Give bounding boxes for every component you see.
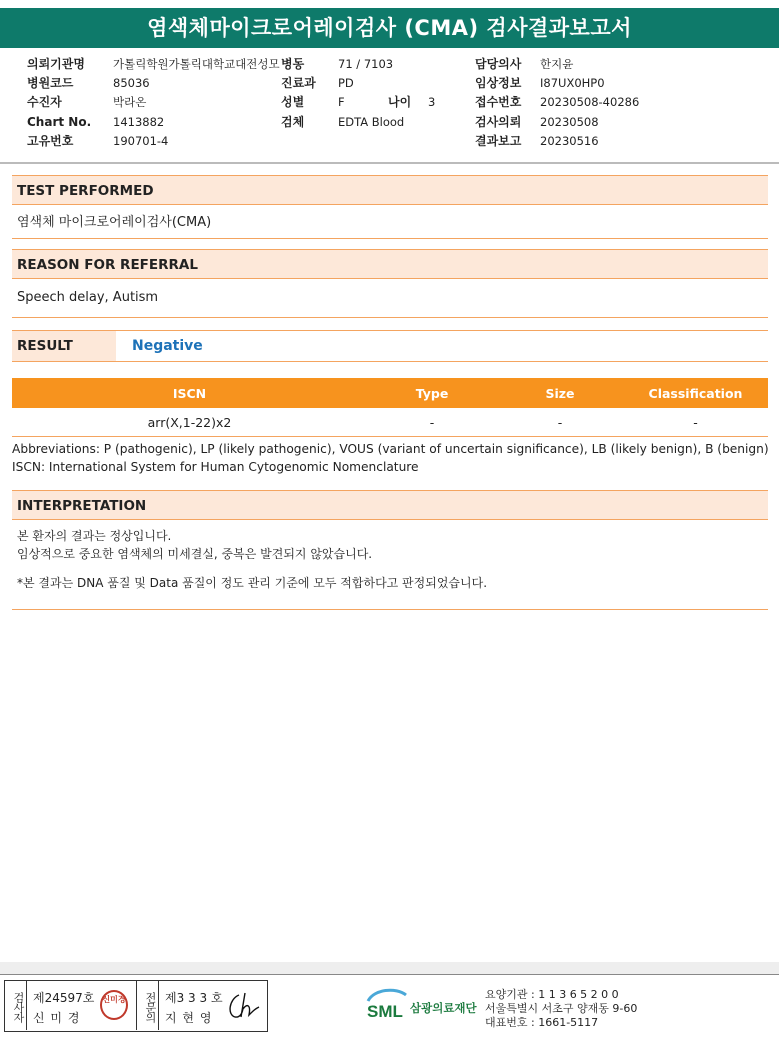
tester-seal-stamp: 신미경 bbox=[100, 990, 128, 1020]
footer-band bbox=[0, 962, 779, 974]
sml-logo-text: SML bbox=[367, 1002, 403, 1021]
value-clinical-info: I87UX0HP0 bbox=[540, 76, 605, 91]
value-specimen: EDTA Blood bbox=[338, 114, 405, 129]
result-value: Negative bbox=[132, 338, 203, 354]
abbreviations-line: Abbreviations: P (pathogenic), LP (likely pathogenic), VOUS (variant of uncertain significance), LB (likely benign), B (benign) bbox=[12, 442, 769, 456]
patient-info-middle bbox=[281, 55, 435, 132]
value-age: 3 bbox=[428, 95, 436, 110]
org-code: 요양기관 : 1 1 3 6 5 2 0 0 bbox=[485, 988, 619, 1001]
cell-type: - bbox=[367, 408, 497, 437]
interpretation-heading: INTERPRETATION bbox=[12, 490, 768, 520]
tester-cell bbox=[27, 981, 137, 1030]
label-age: 나이 bbox=[388, 95, 412, 110]
value-chart-no: 1413882 bbox=[113, 114, 165, 129]
value-report-date: 20230516 bbox=[540, 133, 599, 148]
label-accession-no: 접수번호 bbox=[475, 95, 522, 110]
doctor-label: 전문의 bbox=[137, 981, 159, 1030]
test-performed-text: 염색체 마이크로어레이검사(CMA) bbox=[12, 206, 768, 239]
label-requesting-institution: 의뢰기관명 bbox=[27, 57, 85, 71]
referral-text: Speech delay, Autism bbox=[12, 280, 768, 318]
label-clinical-info: 임상정보 bbox=[475, 76, 522, 91]
value-unique-id: 190701-4 bbox=[113, 133, 169, 148]
col-type: Type bbox=[367, 378, 497, 408]
label-sex: 성별 bbox=[281, 95, 305, 110]
sml-logo-icon bbox=[366, 985, 408, 1023]
interpretation-note: *본 결과는 DNA 품질 및 Data 품질이 정도 관리 기준에 모두 적합하다고 판정되었습니다. bbox=[17, 576, 488, 590]
label-chart-no: Chart No. bbox=[27, 114, 92, 129]
label-hospital-code: 병원코드 bbox=[27, 76, 74, 91]
org-name: 삼광의료재단 bbox=[410, 1001, 477, 1015]
label-patient-name: 수진자 bbox=[27, 95, 62, 110]
result-row bbox=[12, 330, 768, 362]
label-unique-id: 고유번호 bbox=[27, 133, 74, 148]
interpretation-line-1: 본 환자의 결과는 정상입니다. bbox=[17, 529, 172, 543]
doctor-license-no: 제3 3 3 호 bbox=[165, 991, 223, 1005]
doctor-cell bbox=[159, 981, 267, 1030]
value-hospital-code: 85036 bbox=[113, 76, 150, 91]
col-iscn: ISCN bbox=[12, 378, 367, 408]
cell-size: - bbox=[497, 408, 623, 437]
report-title: 염색체마이크로어레이검사 (CMA) 검사결과보고서 bbox=[0, 8, 779, 48]
referral-heading: REASON FOR REFERRAL bbox=[12, 249, 768, 279]
value-department: PD bbox=[338, 76, 354, 91]
label-ward: 병동 bbox=[281, 57, 305, 71]
table-row bbox=[12, 408, 768, 437]
iscn-definition: ISCN: International System for Human Cytogenomic Nomenclature bbox=[12, 460, 419, 474]
label-doctor: 담당의사 bbox=[475, 57, 522, 71]
value-accession-no: 20230508-40286 bbox=[540, 95, 640, 110]
result-label: RESULT bbox=[12, 331, 116, 361]
value-sex: F bbox=[338, 95, 345, 110]
signature-box bbox=[4, 980, 268, 1032]
patient-info-left bbox=[27, 55, 280, 151]
tester-license-no: 제24597호 bbox=[33, 991, 95, 1005]
patient-info-right bbox=[475, 55, 639, 151]
abbreviations bbox=[12, 440, 769, 476]
interpretation-line-2: 임상적으로 중요한 염색체의 미세결실, 중복은 발견되지 않았습니다. bbox=[17, 547, 373, 561]
label-request-date: 검사의뢰 bbox=[475, 114, 522, 129]
doctor-signature-icon bbox=[225, 989, 265, 1023]
info-divider bbox=[0, 162, 779, 164]
footer-divider bbox=[0, 974, 779, 975]
org-address: 서울특별시 서초구 양재동 9-60 bbox=[485, 1002, 638, 1015]
org-phone: 대표번호 : 1661-5117 bbox=[485, 1016, 599, 1029]
col-classification: Classification bbox=[623, 378, 768, 408]
test-performed-heading: TEST PERFORMED bbox=[12, 175, 768, 205]
doctor-name: 지 현 영 bbox=[165, 1011, 213, 1025]
col-size: Size bbox=[497, 378, 623, 408]
cnv-table bbox=[12, 378, 768, 437]
value-doctor: 한지윤 bbox=[540, 57, 574, 71]
cell-iscn: arr(X,1-22)x2 bbox=[12, 408, 367, 437]
value-patient-name: 박라온 bbox=[113, 95, 147, 110]
interpretation-body bbox=[12, 527, 768, 610]
tester-name: 신 미 경 bbox=[33, 1011, 81, 1025]
value-ward: 71 / 7103 bbox=[338, 57, 394, 71]
label-department: 진료과 bbox=[281, 76, 316, 91]
cell-classification: - bbox=[623, 408, 768, 437]
value-requesting-institution: 가톨릭학원가톨릭대학교대전성모 bbox=[113, 57, 280, 71]
org-info bbox=[485, 988, 637, 1030]
value-request-date: 20230508 bbox=[540, 114, 599, 129]
label-specimen: 검체 bbox=[281, 114, 305, 129]
label-report-date: 결과보고 bbox=[475, 133, 522, 148]
tester-label: 검사자 bbox=[5, 981, 27, 1030]
